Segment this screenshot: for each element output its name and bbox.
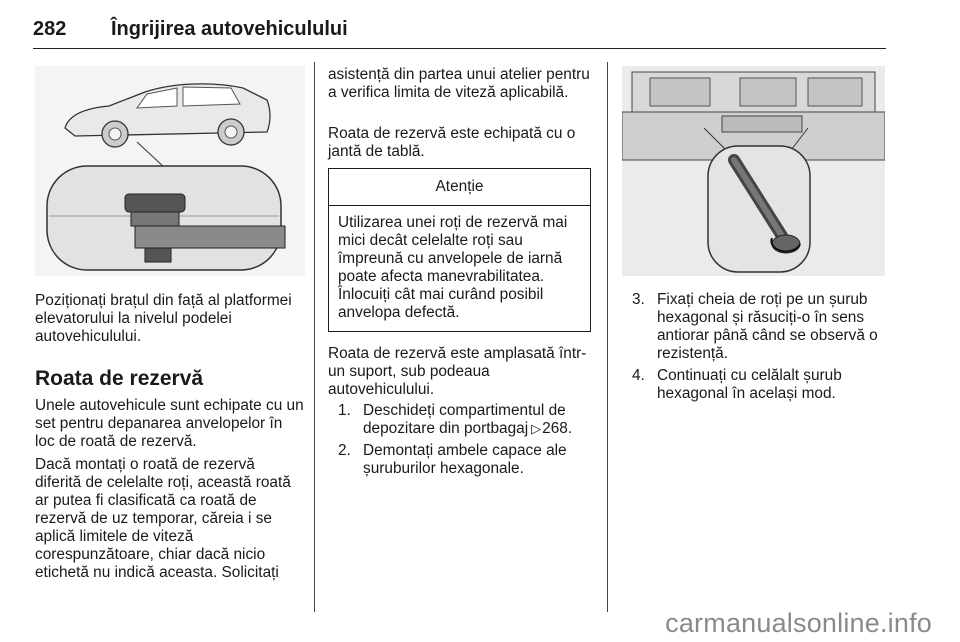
column-divider-2 — [607, 62, 608, 612]
running-title: Îngrijirea autovehiculului — [111, 18, 348, 40]
watermark: carmanualsonline.info — [665, 608, 932, 638]
car-lift-drawing — [35, 66, 305, 276]
step-2-text: Demontați ambele capace ale șuruburilor hexagonale. — [363, 442, 567, 477]
page-header — [33, 18, 886, 50]
step-2 — [338, 442, 596, 482]
step-2-number: 2. — [338, 442, 351, 459]
step-1-number: 1. — [338, 402, 351, 419]
paragraph-4: Roata de rezervă este echipată cu o jantă de tablă. — [328, 125, 576, 160]
step-4-number: 4. — [632, 367, 645, 384]
section-heading: Roata de rezervă — [35, 367, 204, 390]
warning-text: Utilizarea unei roți de rezervă mai mici decât celelalte roți sau împreună cu anvelopele de iarnă poate afecta manevrabilitatea. Înlocuiți cât mai curând posibil anvelopa defectă. — [338, 214, 568, 321]
car-lift-illustration — [35, 66, 305, 276]
paragraph-2: Dacă montați o roată de rezervă diferită de celelalte roți, această roată ar putea fi clasificată ca roată de rezervă de uz temporar, căreia i se aplică limitele de viteză corespunzătoare, chiar dacă nicio etichetă nu indică aceasta. Solicitați — [35, 456, 291, 581]
step-1 — [338, 402, 596, 442]
step-3-number: 3. — [632, 291, 645, 308]
page-number: 282 — [33, 18, 67, 40]
caption-paragraph: Poziționați brațul din față al platformei elevatorului la nivelul podelei autovehiculului. — [35, 292, 292, 345]
step-1-text: Deschideți compartimentul de depozitare din portbagaj — [363, 402, 566, 437]
step-4-text: Continuați cu celălalt șurub hexagonal în același mod. — [657, 367, 842, 402]
warning-title: Atenție — [329, 169, 590, 206]
header-rule — [33, 48, 886, 49]
paragraph-3: asistență din partea unui atelier pentru a verifica limita de viteză aplicabilă. — [328, 66, 590, 101]
paragraph-1: Unele autovehicule sunt echipate cu un set pentru depanarea anvelopelor în loc de roată de rezervă. — [35, 397, 304, 450]
page-reference-arrow-icon: ▷ — [531, 421, 542, 436]
step-1-page-ref[interactable]: 268. — [542, 420, 573, 437]
wheel-wrench-drawing — [622, 66, 885, 276]
warning-box — [328, 168, 591, 332]
wheel-wrench-illustration — [622, 66, 885, 276]
step-3 — [632, 291, 888, 371]
column-divider-1 — [314, 62, 315, 612]
step-4 — [632, 367, 888, 407]
paragraph-5: Roata de rezervă este amplasată într-un suport, sub podeaua autovehiculului. — [328, 345, 587, 398]
step-3-text: Fixați cheia de roți pe un șurub hexagonal și răsuciți-o în sens antiorar până când se observă o rezistență. — [657, 291, 878, 362]
